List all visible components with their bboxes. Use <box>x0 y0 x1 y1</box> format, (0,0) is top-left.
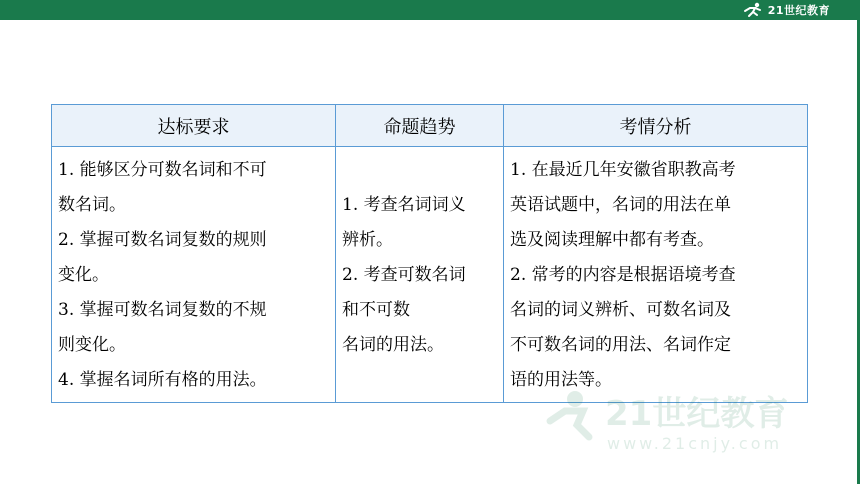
header-cell-analysis: 考情分析 <box>504 105 808 147</box>
requirements-line: 数名词。 <box>58 195 126 215</box>
requirements-line: 3. 掌握可数名词复数的不规 <box>58 300 267 320</box>
site-logo <box>742 1 830 19</box>
header-cell-requirements: 达标要求 <box>52 105 336 147</box>
top-banner <box>0 0 860 20</box>
trends-line: 2. 考查可数名词 <box>342 265 466 285</box>
header-cell-trends: 命题趋势 <box>336 105 504 147</box>
runner-logo-icon <box>742 2 764 18</box>
analysis-line: 名词的词义辨析、可数名词及 <box>510 300 731 320</box>
analysis-line: 语的用法等。 <box>510 370 612 390</box>
analysis-line: 2. 常考的内容是根据语境考查 <box>510 265 736 285</box>
trends-line: 和不可数 <box>342 300 410 320</box>
requirements-cell <box>52 147 336 403</box>
analysis-line: 英语试题中，名词的用法在单 <box>510 195 731 215</box>
watermark-text: 21世纪教育 <box>605 394 789 434</box>
analysis-line: 1. 在最近几年安徽省职教高考 <box>510 160 736 180</box>
requirements-line: 则变化。 <box>58 335 126 355</box>
trends-cell <box>336 147 504 403</box>
analysis-cell <box>504 147 808 403</box>
requirements-table <box>51 104 808 403</box>
requirements-line: 4. 掌握名词所有格的用法。 <box>58 370 267 390</box>
logo-text: 21世纪教育 <box>767 4 830 17</box>
analysis-line: 不可数名词的用法、名词作定 <box>510 335 731 355</box>
table-header-row <box>52 105 808 147</box>
requirements-line: 变化。 <box>58 265 109 285</box>
trends-line: 辨析。 <box>342 230 393 250</box>
requirements-line: 2. 掌握可数名词复数的规则 <box>58 230 267 250</box>
trends-line: 名词的用法。 <box>342 335 444 355</box>
requirements-line: 1. 能够区分可数名词和不可 <box>58 160 267 180</box>
table-row <box>52 147 808 403</box>
trends-line: 1. 考查名词词义 <box>342 195 466 215</box>
watermark-url: www.21cnjy.com <box>607 434 783 453</box>
analysis-line: 选及阅读理解中都有考查。 <box>510 230 714 250</box>
